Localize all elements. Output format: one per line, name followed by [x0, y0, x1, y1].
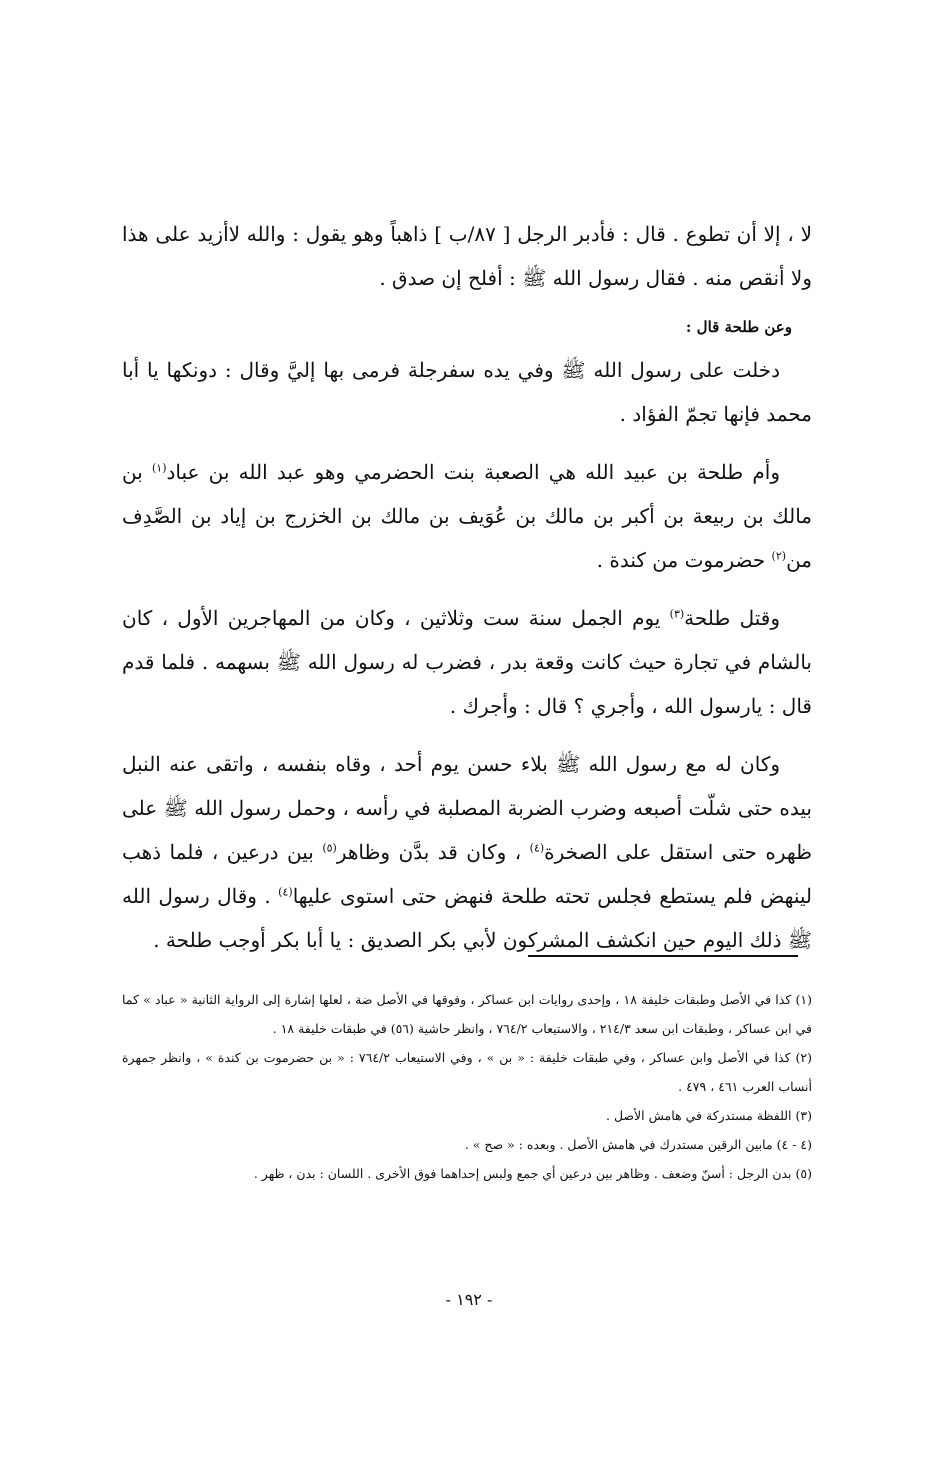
- uhud-text-b: ، وكان قد بدَّن وظاهر: [336, 840, 530, 864]
- paragraph-lineage: [122, 450, 812, 582]
- section-heading: وعن طلحة قال :: [685, 318, 792, 336]
- death-text-a: وقتل طلحة: [684, 606, 780, 630]
- main-text: [122, 212, 812, 962]
- lineage-text-a: وأم طلحة بن عبيد الله هي الصعبة بنت الحضرمي وهو عبد الله بن عباد: [166, 460, 780, 484]
- footnote-separator: [528, 955, 798, 957]
- footnote-ref-1[interactable]: (١): [151, 461, 167, 475]
- footnote-ref-4-start[interactable]: (٤): [529, 841, 545, 855]
- paragraph-continuation: لا ، إلا أن تطوع . قال : فأدبر الرجل [ ٨٧/ب ] ذاهباً وهو يقول : والله لاأزيد على هذا ولا أنقص منه . فقال رسول الله ﷺ : أفلح إن صدق .: [122, 222, 812, 290]
- page-number: - ١٩٢ -: [445, 1290, 493, 1309]
- footnote-4: (٤ - ٤) مابين الرقين مستدرك في هامش الأصل . وبعده : « صح » .: [464, 1137, 812, 1152]
- death-text-b: يوم الجمل سنة ست وثلاثين ، وكان من المهاجرين الأول ، كان بالشام في تجارة حيث كانت وقعة بدر ، فضرب له رسول الله ﷺ بسهمه . فلما قدم قال : يارسول الله ، وأجري ؟ قال : وأجرك .: [122, 606, 812, 718]
- paragraph-hadith: دخلت على رسول الله ﷺ وفي يده سفرجلة فرمى بها إليَّ وقال : دونكها يا أبا محمد فإنها تجمّ الفؤاد .: [122, 358, 812, 426]
- footnotes: [122, 985, 812, 1188]
- lineage-text-c: حضرموت من كندة .: [596, 548, 772, 572]
- footnote-1: (١) كذا في الأصل وطبقات خليفة ١٨ ، وإحدى روايات ابن عساكر ، وفوقها في الأصل ضة ، لعلها إشارة إلى الرواية الثانية « عباد » كما في ابن عساكر ، وطبقات ابن سعد ٢١٤/٣ ، والاستيعاب ٧٦٤/٢ ، وانظر حاشية (٥٦) في طبقات خليفة ١٨ .: [122, 992, 812, 1036]
- footnote-2: (٢) كذا في الأصل وابن عساكر ، وفي طبقات خليفة : « بن » ، وفي الاستيعاب ٧٦٤/٢ : « بن حضرموت بن كندة » ، وانظر جمهرة أنساب العرب ٤٦١ ، ٤٧٩ .: [122, 1050, 812, 1094]
- paragraph-uhud: [122, 742, 812, 962]
- footnote-ref-2[interactable]: (٢): [771, 549, 787, 563]
- footnote-3: (٣) اللفظة مستدركة في هامش الأصل .: [606, 1108, 812, 1123]
- footnote-ref-5[interactable]: (٥): [322, 841, 337, 855]
- lineage-text-b: بن مالك بن ربيعة بن أكبر بن مالك بن عُوَيف بن مالك بن الخزرج بن إياد بن الصَّدِف من: [122, 460, 812, 572]
- footnote-ref-4-end[interactable]: (٤): [278, 885, 293, 899]
- footnote-5: (٥) بدن الرجل : أسنّ وضعف . وظاهر بين درعين أي جمع ولبس إحداهما فوق الأخرى . اللسان : بدن ، ظهر .: [253, 1166, 812, 1181]
- paragraph-death: [122, 596, 812, 728]
- uhud-text-a: وكان له مع رسول الله ﷺ بلاء حسن يوم أحد ، وقاه بنفسه ، واتقى عنه النبل بيده حتى شلّت أصبعه وضرب الضربة المصلبة في رأسه ، وحمل رسول الله ﷺ على ظهره حتى استقل على الصخرة: [122, 752, 812, 864]
- footnote-ref-3[interactable]: (٣): [669, 607, 685, 621]
- uhud-text-d: . وقال رسول الله ﷺ ذلك اليوم حين انكشف المشركون لأبي بكر الصديق : يا أبا بكر أوجب طلحة .: [122, 884, 812, 952]
- uhud-text-c: بين درعين ، فلما ذهب لينهض فلم يستطع فجلس تحته طلحة فنهض حتى استوى عليها: [122, 840, 812, 908]
